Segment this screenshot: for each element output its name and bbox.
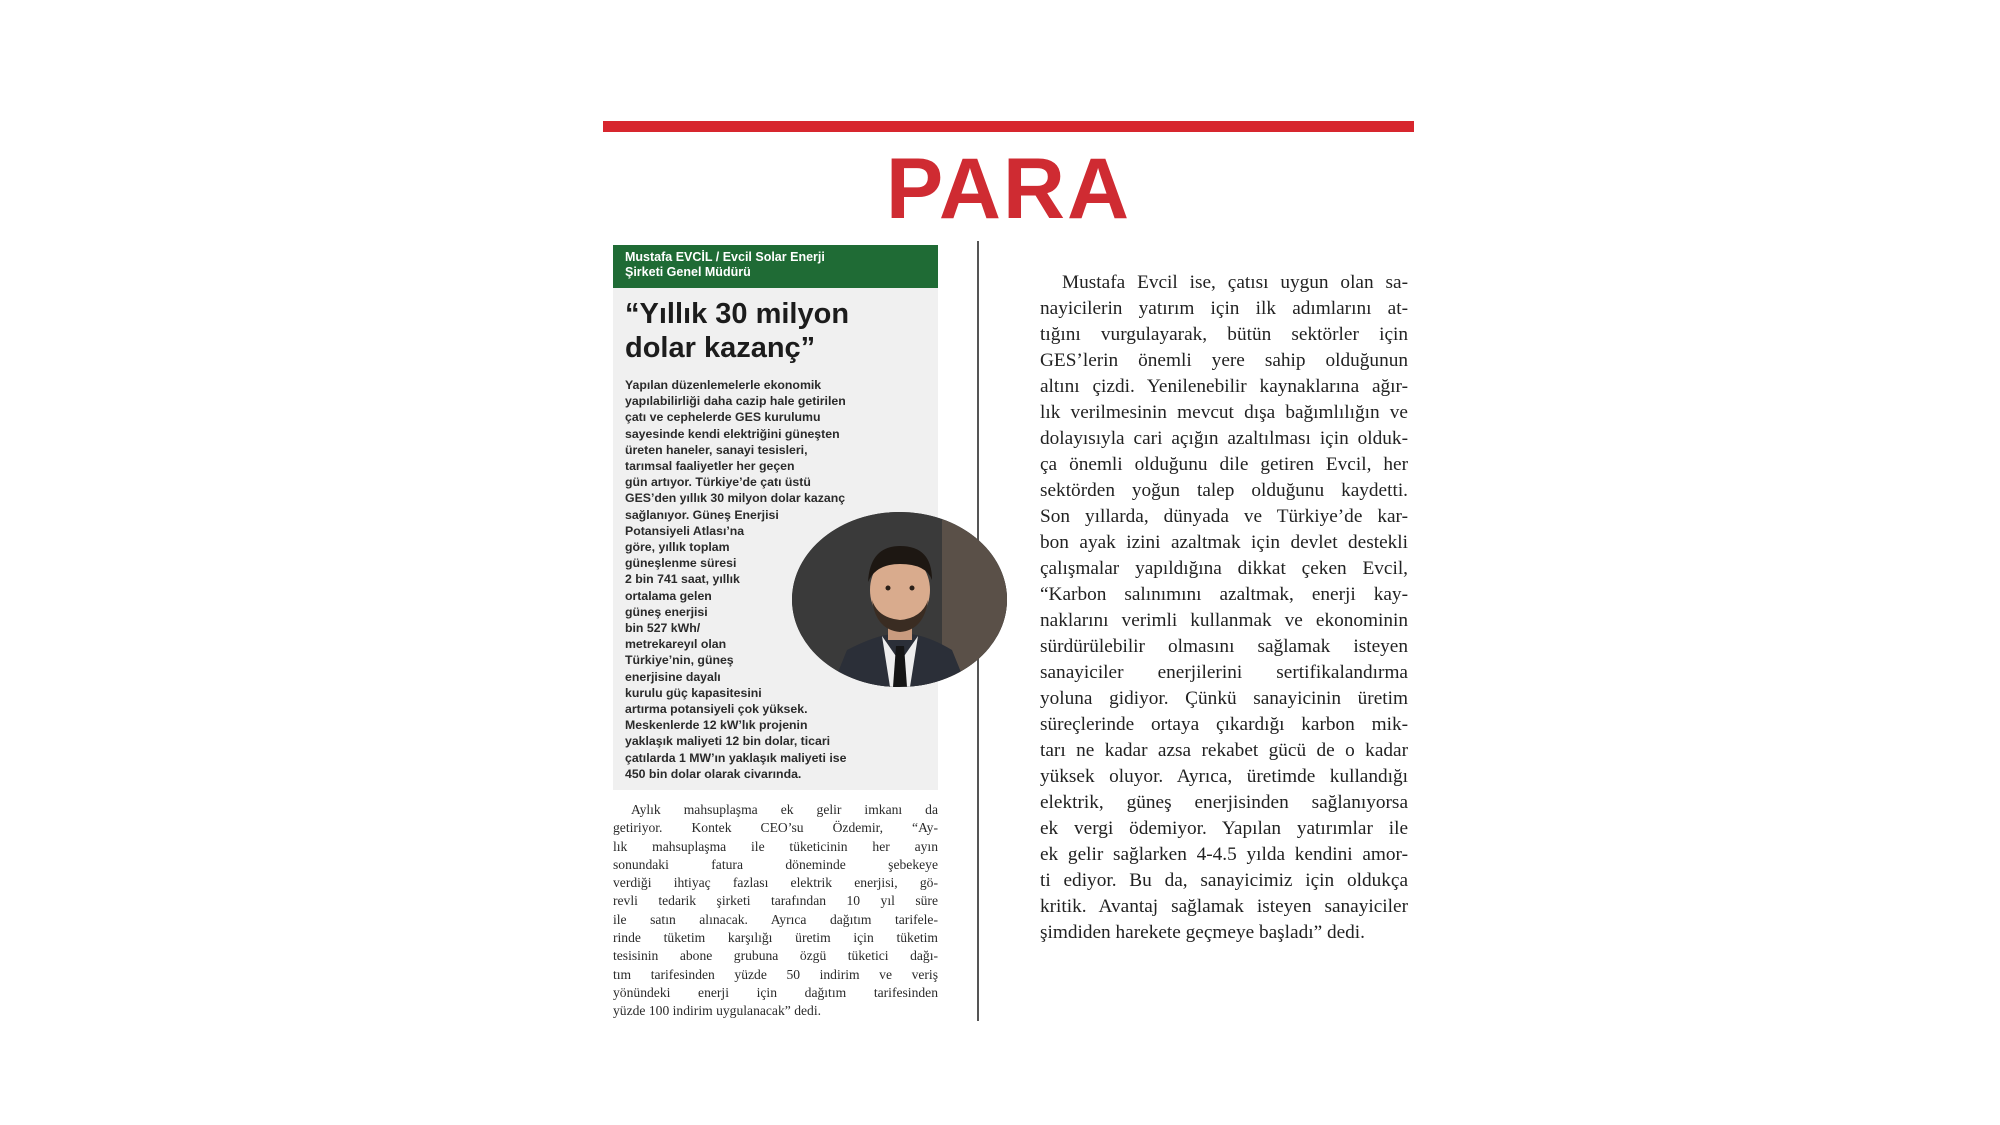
box-text-line: metrekareyıl olan <box>625 637 727 652</box>
right-text-line: bon ayak izini azaltmak için devlet destekli <box>1040 532 1408 553</box>
box-text-line: sağlanıyor. Güneş Enerjisi <box>625 507 779 522</box>
box-text-line: güneşlenme süresi <box>625 556 737 571</box>
box-text-line: yapılabilirliği daha cazip hale getirilen <box>625 394 846 409</box>
box-text-line: göre, yıllık toplam <box>625 540 730 555</box>
author-name: Mustafa EVCİL / Evcil Solar Enerji <box>625 250 825 264</box>
right-text-line: şimdiden harekete geçmeye başladı” dedi. <box>1040 922 1365 943</box>
left-text-line: yüzde 100 indirim uygulanacak” dedi. <box>613 1003 821 1019</box>
right-text-line: GES’lerin önemli yere sahip olduğunun <box>1040 350 1408 371</box>
author-title: Şirketi Genel Müdürü <box>625 265 751 279</box>
left-text-line: revli tedarik şirketi tarafından 10 yıl süre <box>613 893 938 909</box>
box-text-line: 2 bin 741 saat, yıllık <box>625 572 740 587</box>
right-text-line: lık verilmesinin mevcut dışa bağımlılığın ve <box>1040 402 1408 423</box>
author-bar <box>613 245 938 288</box>
right-text-line: tarı ne kadar azsa rekabet gücü de o kadar <box>1040 740 1408 761</box>
right-text-line: ek vergi ödemiyor. Yapılan yatırımlar ile <box>1040 818 1408 839</box>
box-text-line: artırma potansiyeli çok yüksek. <box>625 702 808 717</box>
box-text-line: çatı ve cephelerde GES kurulumu <box>625 410 821 425</box>
headline-line-1: “Yıllık 30 milyon <box>625 298 850 330</box>
box-headline <box>625 297 930 365</box>
box-text-line: ortalama gelen <box>625 588 712 603</box>
right-text-line: çalışmalar yapıldığına dikkat çeken Evcil, <box>1040 558 1408 579</box>
box-text-line: yaklaşık maliyeti 12 bin dolar, ticari <box>625 734 831 749</box>
box-text-line: Yapılan düzenlemelerle ekonomik <box>625 378 822 392</box>
headline-line-2: dolar kazanç” <box>625 332 816 364</box>
left-text-line: tesisinin abone grubuna özgü tüketici dağı- <box>613 948 938 964</box>
portrait-photo <box>792 512 1007 687</box>
left-column-text <box>613 801 938 1021</box>
right-text-line: ça önemli olduğunu dile getiren Evcil, her <box>1040 454 1408 475</box>
left-text-line: getiriyor. Kontek CEO’su Özdemir, “Ay- <box>613 820 938 836</box>
right-text-line: süreçlerinde ortaya çıkardığı karbon mik- <box>1040 714 1408 735</box>
left-text-line: sonundaki fatura döneminde şebekeye <box>613 856 938 872</box>
right-text-line: nayicilerin yatırım için ilk adımlarını at- <box>1040 298 1408 319</box>
box-text-line: üreten haneler, sanayi tesisleri, <box>625 442 808 457</box>
right-text-line: kritik. Avantaj sağlamak isteyen sanayiciler <box>1040 896 1408 917</box>
right-text-line: sektörden yoğun talep olduğunu kaydetti. <box>1040 480 1408 501</box>
right-text-line: elektrik, güneş enerjisinden sağlanıyorsa <box>1040 792 1408 813</box>
box-text-line: kurulu güç kapasitesini <box>625 685 762 700</box>
left-text-line: verdiği ihtiyaç fazlası elektrik enerjisi, gö- <box>613 875 938 891</box>
right-text-line: Mustafa Evcil ise, çatısı uygun olan sa- <box>1062 272 1408 293</box>
left-text-line: tım tarifesinden yüzde 50 indirim ve veriş <box>613 966 938 982</box>
right-text-line: dolayısıyla cari açığın azaltılması için olduk- <box>1040 428 1408 449</box>
left-text-line: Aylık mahsuplaşma ek gelir imkanı da <box>631 802 938 817</box>
box-text-line: bin 527 kWh/ <box>625 621 701 636</box>
box-text-line: Türkiye’nin, güneş <box>625 653 734 668</box>
left-text-line: ile satın alınacak. Ayrıca dağıtım tarifele- <box>613 911 938 927</box>
box-text-line: 450 bin dolar olarak civarında. <box>625 766 802 781</box>
right-text-line: ek gelir sağlarken 4-4.5 yılda kendini amor- <box>1040 844 1408 865</box>
right-text-line: tığını vurgulayarak, bütün sektörler için <box>1040 324 1408 345</box>
right-text-line: naklarını verimli kullanmak ve ekonominin <box>1040 610 1408 631</box>
box-text-line: Potansiyeli Atlası’na <box>625 523 745 538</box>
right-text-line: ti ediyor. Bu da, sanayicimiz için oldukça <box>1040 870 1408 891</box>
left-text-line: lık mahsuplaşma ile tüketicinin her ayın <box>613 838 938 854</box>
top-red-rule <box>603 121 1414 132</box>
right-text-line: sanayiciler enerjilerini sertifikalandırma <box>1040 662 1408 683</box>
box-text-line: enerjisine dayalı <box>625 669 721 684</box>
right-text-line: altını çizdi. Yenilenebilir kaynaklarına ağır- <box>1040 376 1408 397</box>
box-text-line: GES’den yıllık 30 milyon dolar kazanç <box>625 491 846 506</box>
box-text-line: güneş enerjisi <box>625 604 708 619</box>
right-column-text <box>1040 270 1408 946</box>
right-text-line: sürdürülebilir olmasını sağlamak isteyen <box>1040 636 1408 657</box>
box-text-line: sayesinde kendi elektriğini güneşten <box>625 426 840 441</box>
right-text-line: Son yıllarda, dünyada ve Türkiye’de kar- <box>1040 506 1408 527</box>
right-text-line: yoluna gidiyor. Çünkü sanayicinin üretim <box>1040 688 1408 709</box>
box-text-line: gün artıyor. Türkiye’de çatı üstü <box>625 475 811 490</box>
right-text-line: yüksek oluyor. Ayrıca, üretimde kullandığı <box>1040 766 1408 787</box>
box-text-line: çatılarda 1 MW’ın yaklaşık maliyeti ise <box>625 750 847 765</box>
box-text-line: Meskenlerde 12 kW’lık projenin <box>625 718 808 733</box>
box-text-line: tarımsal faaliyetler her geçen <box>625 459 795 474</box>
masthead-logo: PARA <box>885 141 1132 237</box>
right-text-line: “Karbon salınımını azaltmak, enerji kay- <box>1040 584 1408 605</box>
left-text-line: yönündeki enerji için dağıtım tarifesinden <box>613 984 938 1000</box>
left-text-line: rinde tüketim karşılığı üretim için tüketim <box>613 930 938 946</box>
